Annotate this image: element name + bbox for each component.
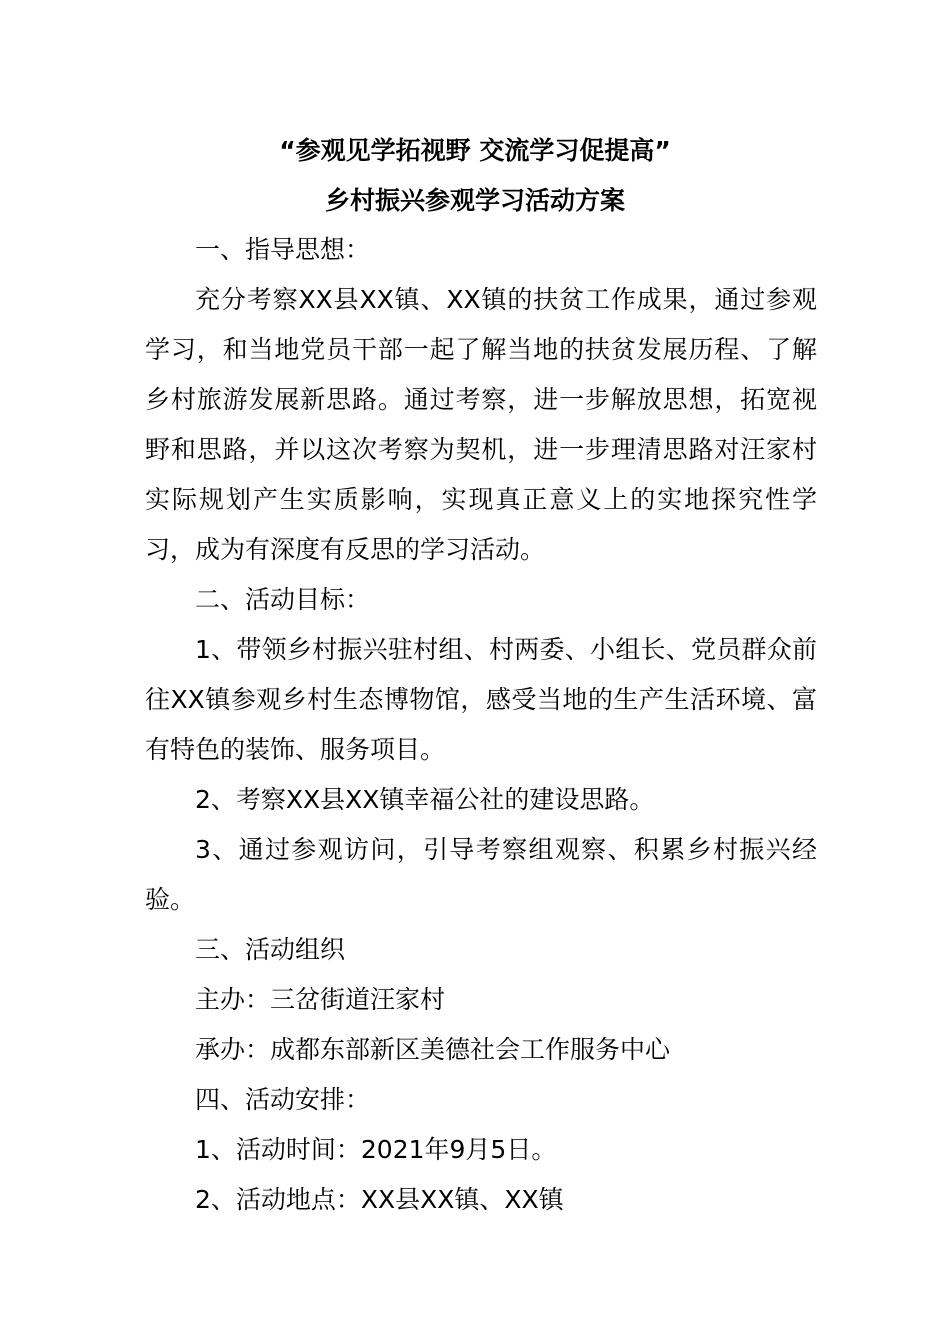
document-body bbox=[145, 225, 817, 1225]
section-heading-activity-goals: 二、活动目标： bbox=[195, 585, 371, 614]
arrangement-time: 1、活动时间：2021年9月5日。 bbox=[195, 1135, 557, 1164]
arrangement-location: 2、活动地点：XX县XX镇、XX镇 bbox=[195, 1185, 564, 1214]
co-organizer-line: 承办：成都东部新区美德社会工作服务中心 bbox=[195, 1035, 671, 1064]
section-heading-guiding-ideology: 一、指导思想： bbox=[195, 235, 371, 264]
goal-item-3: 3、通过参观访问，引导考察组观察、积累乡村振兴经验。 bbox=[145, 835, 817, 914]
section-heading-arrangements: 四、活动安排： bbox=[195, 1085, 371, 1114]
section-heading-organization: 三、活动组织 bbox=[195, 935, 346, 964]
paragraph-guiding-ideology: 充分考察XX县XX镇、XX镇的扶贫工作成果，通过参观学习，和当地党员干部一起了解当地的扶贫发展历程、了解乡村旅游发展新思路。通过考察，进一步解放思想，拓宽视野和思路，并以这次考察为契机，进一步理清思路对汪家村实际规划产生实质影响，实现真正意义上的实地探究性学习，成为有深度有反思的学习活动。 bbox=[145, 285, 817, 564]
goal-item-2: 2、考察XX县XX镇幸福公社的建设思路。 bbox=[195, 785, 655, 814]
organizer-line: 主办：三岔街道汪家村 bbox=[195, 985, 446, 1014]
document-title-line-1: “参观见学拓视野 交流学习促提高” bbox=[279, 136, 671, 165]
document-title-line-2: 乡村振兴参观学习活动方案 bbox=[324, 186, 625, 215]
goal-item-1: 1、带领乡村振兴驻村组、村两委、小组长、党员群众前往XX镇参观乡村生态博物馆，感受当地的生产生活环境、富有特色的装饰、服务项目。 bbox=[145, 635, 817, 764]
